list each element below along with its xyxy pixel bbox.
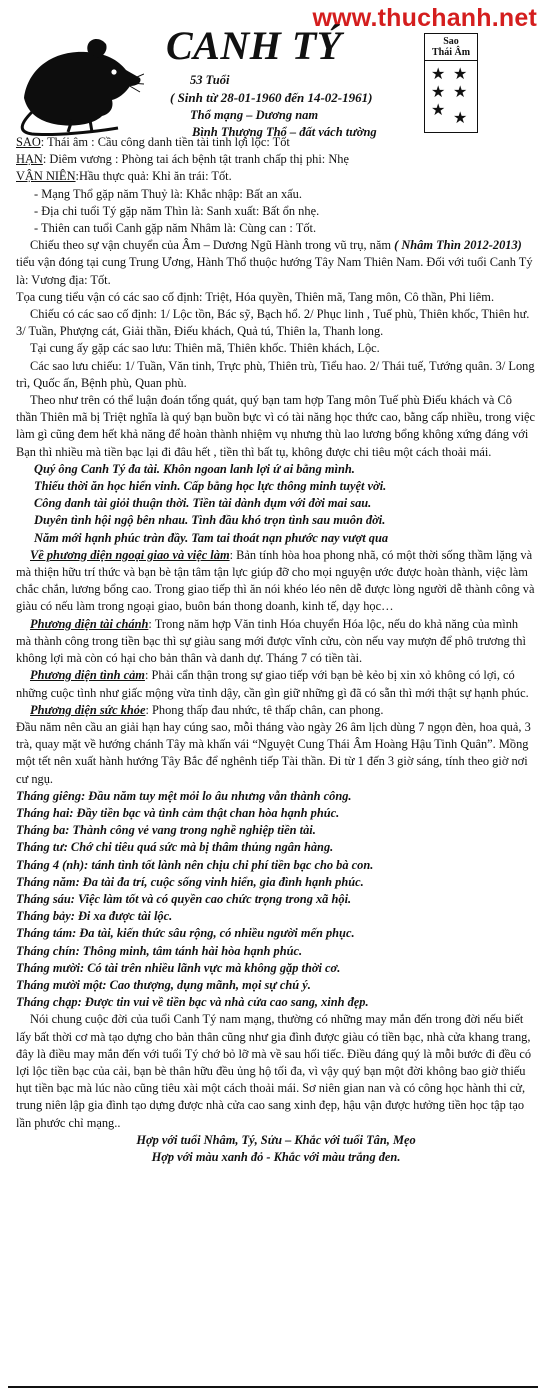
document-body	[16, 134, 536, 1166]
poem-line: Công danh tài giỏi thuận thời. Tiền tài dành dụm với đời mai sau.	[34, 496, 372, 511]
paragraph-chieu-sao: Chiếu có các sao cố định: 1/ Lộc tồn, Bác sỹ, Bạch hổ. 2/ Phục linh , Tuế phù, Thiên khốc, Thiên hư. 3/ Tuần, Phượng cát, Giải thần, Điếu khách, Quả tú, Thiên la, Thanh long.	[16, 307, 530, 339]
paragraph-chieu	[16, 237, 536, 289]
page-title: CANH TÝ	[166, 23, 342, 68]
aspect-ngoai-giao	[16, 547, 536, 616]
bullet-item: - Địa chi tuổi Tý gặp năm Thìn là: Sanh xuất: Bất ổn nhẹ.	[34, 203, 320, 218]
aspect-tinh-cam	[16, 667, 536, 701]
paragraph-conclusion: Nói chung cuộc đời của tuổi Canh Tý nam mạng, thường có những may mắn đến trong đời nếu biết lấy bất thời cơ mà tạo dựng cho bản thân cũng như gia đình được giàu có tiền bạc, nhà cửa khang trang, đây là điều may mắn đến với tuổi Tý chớ bỏ lỡ mà về sau hối tiếc. Điều đáng quý là mỗi bước đi đều có lợi lộc tiền bạc của cải, bạn bè thân hữu đều ủng hộ tối đa, vì vậy quý bạn một đời không bao giờ thiếu hụt tiền bạc mà lúc nào cũng tiêu xài một cách thoải mái. Sơ niên gian nan và có công học hành thi cử, trung niên lập gia đình tạo dựng được nhà cửa cao sang xinh đẹp, hậu vận được hưởng tiền học tập tạo lần phước chỉ mạng..	[16, 1012, 532, 1130]
month-item: Tháng mười: Có tài trên nhiều lãnh vực mà không gặp thời cơ.	[16, 960, 341, 975]
aspect-text: : Bản tính hòa hoa phong nhã, có một thời sống thầm lặng và mà thiện hữu trí thức và bạn bè tận tâm tận lực giúp đỡ cho mọi nguyện ước được hoàn thành, việc làm chắc chắn, lương bổng cao. Trong giao tiếp thì ăn nói khéo léo nên dễ được lòng người dễ thành công và giàu có nếu làm trong ngoại giao, buôn bán thong doanh, kinh tế, dạy học…	[16, 547, 535, 614]
vannien-line	[16, 168, 536, 185]
month-item: Tháng hai: Đầy tiền bạc và tình cảm thật chan hòa hạnh phúc.	[16, 805, 340, 820]
star-icon: ★	[453, 84, 468, 101]
month-item: Tháng bảy: Đi xa được tài lộc.	[16, 909, 173, 924]
paragraph-luan-doan: Theo như trên có thể luận đoán tổng quát, quý bạn tam hợp Tang môn Tuế phù Điếu khách và Cô thần Thiên mã bị Triệt nghĩa là quý bạn buồn bực vì có tài năng học thức cao, bằng cấp nhiều, trong việc làm gì cũng đem hết khả năng để hoàn thành nhiệm vụ nhưng thù lao lương bổng không xứng đáng với Bạn thì nhiều mà tiền bạc lại đi đâu hết , tiền thì bất tụ, không được chi tiêu một cách thoải mái.	[16, 393, 536, 459]
poem-line: Thiếu thời ăn học hiển vinh. Cấp bằng học lực thông minh tuyệt vời.	[34, 479, 387, 494]
star-icon: ★	[431, 102, 446, 119]
month-item: Tháng năm: Đa tài đa trí, cuộc sống vinh hiển, gia đình hạnh phúc.	[16, 874, 364, 889]
sao-line	[16, 134, 536, 151]
paragraph-toa-cung: Tọa cung tiểu vận có các sao cố định: Triệt, Hóa quyền, Thiên mã, Tang môn, Cô thần, Phi liêm.	[16, 289, 495, 304]
bullet-item: - Thiên can tuổi Canh gặp năm Nhâm là: Cùng can : Tốt.	[34, 221, 317, 236]
aspect-text: : Phong thấp đau nhức, tê thấp chân, can phong.	[145, 702, 384, 717]
month-item: Tháng ba: Thành công vẻ vang trong nghề nghiệp tiền tài.	[16, 823, 316, 838]
paragraph-sao-luu: Tại cung ấy gặp các sao lưu: Thiên mã, Thiên khốc. Thiên khách, Lộc.	[30, 341, 380, 356]
month-item: Tháng mười một: Cao thượng, dụng mãnh, mọi sự chú ý.	[16, 977, 311, 992]
poem-line: Năm mới hạnh phúc tràn đầy. Tam tai thoát nạn phước nay vượt qua	[34, 530, 389, 545]
han-text: : Diêm vương : Phòng tai ách bệnh tật tranh chấp thị phi: Nhẹ	[42, 152, 349, 167]
month-item: Tháng chín: Thông minh, tâm tánh hài hòa hạnh phúc.	[16, 943, 303, 958]
p1-part-a: Chiếu theo sự vận chuyển của Âm – Dương Ngũ Hành trong vũ trụ, năm	[30, 238, 395, 253]
hop-mau-line: Hợp với màu xanh đỏ - Khắc với màu trắng đen.	[151, 1149, 401, 1164]
aspect-tai-chanh	[16, 616, 536, 668]
aspect-label: Phương diện tình cảm	[30, 668, 145, 683]
aspect-label: Về phương diện ngoại giao và việc làm	[30, 547, 230, 562]
hop-tuoi-line: Hợp với tuổi Nhâm, Tý, Sửu – Khắc với tuổi Tân, Mẹo	[136, 1132, 416, 1147]
han-label: HẠN	[16, 152, 43, 167]
sao-label: SAO	[16, 135, 41, 149]
star-box	[424, 33, 478, 133]
month-item: Tháng giêng: Đầu năm tuy mệt mỏi lo âu nhưng vẫn thành công.	[16, 788, 352, 803]
aspect-text: : Trong năm hợp Văn tinh Hóa chuyển Hóa lộc, nếu do khả năng của mình mà thành công trong tiền bạc thì sự giàu sang mới được vĩnh cửu, còn nếu vay mượn để phô trương thì không lợi mà còn có hại cho bản thân và danh dự. Tháng 7 có tiền tài.	[16, 616, 526, 666]
aspect-label: Phương diện sức khỏe	[30, 702, 146, 717]
star-icon: ★	[453, 110, 468, 127]
star-box-label-2: Thái Âm	[425, 47, 477, 61]
age-line: 53 Tuổi	[190, 73, 230, 87]
star-icon: ★	[453, 66, 468, 83]
aspect-suc-khoe	[16, 702, 536, 719]
rat-illustration	[14, 28, 144, 138]
han-line	[16, 151, 536, 168]
star-group	[425, 61, 477, 129]
poem-line: Duyên tình hội ngộ bên nhau. Tình đầu khó trọn tình sau muôn đời.	[34, 513, 386, 528]
birth-range: ( Sinh từ 28-01-1960 đến 14-02-1961)	[170, 90, 373, 105]
star-icon: ★	[431, 66, 446, 83]
poem-line: Quý ông Canh Tý đa tài. Khôn ngoan lanh lợi ứ ai bằng mình.	[34, 461, 355, 476]
month-item: Tháng chạp: Được tin vui về tiền bạc và nhà cửa cao sang, xinh đẹp.	[16, 995, 369, 1010]
vannien-label: VẬN NIÊN	[16, 169, 76, 184]
monthly-forecast	[16, 788, 536, 1012]
bottom-divider	[8, 1386, 538, 1388]
paragraph-cung-sao: Đầu năm nên cầu an giải hạn hay cúng sao, mỗi tháng vào ngày 26 âm lịch dùng 7 ngọn đèn, hoa quả, 3 trà, quay mặt về hướng chánh Tây mà khấn vái “Nguyệt Cung Thái Âm Hoàng Hậu Tinh Quân”. Mồng một tết nên xuất hành hướng Tây Bắc để nghênh tiếp Tài thần. Đi từ 1 đến 3 giờ sáng, tính theo giờ nơi cư ngụ.	[16, 719, 531, 786]
poem-block	[16, 461, 536, 547]
menh-line: Thổ mạng – Dương nam	[190, 108, 319, 122]
bullet-item: - Mạng Thổ gặp năm Thuỷ là: Khắc nhập: Bất an xấu.	[34, 186, 302, 201]
vannien-text: :Hầu thực quả: Khỉ ăn trái: Tốt.	[75, 169, 232, 184]
p1-year: ( Nhâm Thìn 2012-2013)	[394, 238, 522, 253]
aspect-text: : Phải cẩn thận trong sự giao tiếp với bạn bè kẻo bị xin xỏ không có lợi, có những cuộc tình như giấc mộng vừa tỉnh dậy, cần gìn giữ những gì đã có sẵn thì mới thật sự hạnh phúc.	[16, 668, 529, 700]
site-watermark: www.thuchanh.net	[312, 4, 537, 32]
month-item: Tháng tư: Chớ chi tiêu quá sức mà bị thâm thủng ngân hàng.	[16, 840, 334, 855]
month-item: Tháng tám: Đa tài, kiến thức sâu rộng, có nhiều người mến phục.	[16, 926, 355, 941]
paragraph-luu-chieu: Các sao lưu chiếu: 1/ Tuần, Văn tinh, Trực phù, Thiên trù, Tiểu hao. 2/ Thái tuế, Tướng quân. 3/ Long trì, Quốc ấn, Bệnh phù, Quan phù.	[16, 358, 535, 390]
sao-text: : Thái âm : Cầu công danh tiền tài tinh lợi lộc: Tốt	[40, 135, 290, 149]
p1-part-c: tiểu vận đóng tại cung Trung Ương, Hành Thổ thuộc hướng Tây Nam Thiên Nam. Đối với tuổi Canh Tý là: Vương địa: Tốt.	[16, 255, 533, 287]
aspect-label: Phương diện tài chánh	[30, 616, 149, 631]
binh-line: Bình Thượng Thổ – đất vách tường	[192, 125, 377, 139]
star-box-label-1: Sao	[443, 36, 459, 47]
month-item: Tháng sáu: Việc làm tốt và có quyền cao chức trọng trong xã hội.	[16, 891, 352, 906]
month-item: Tháng 4 (nh): tánh tình tốt lành nên chịu chi phí tiền bạc cho bà con.	[16, 857, 374, 872]
star-icon: ★	[431, 84, 446, 101]
